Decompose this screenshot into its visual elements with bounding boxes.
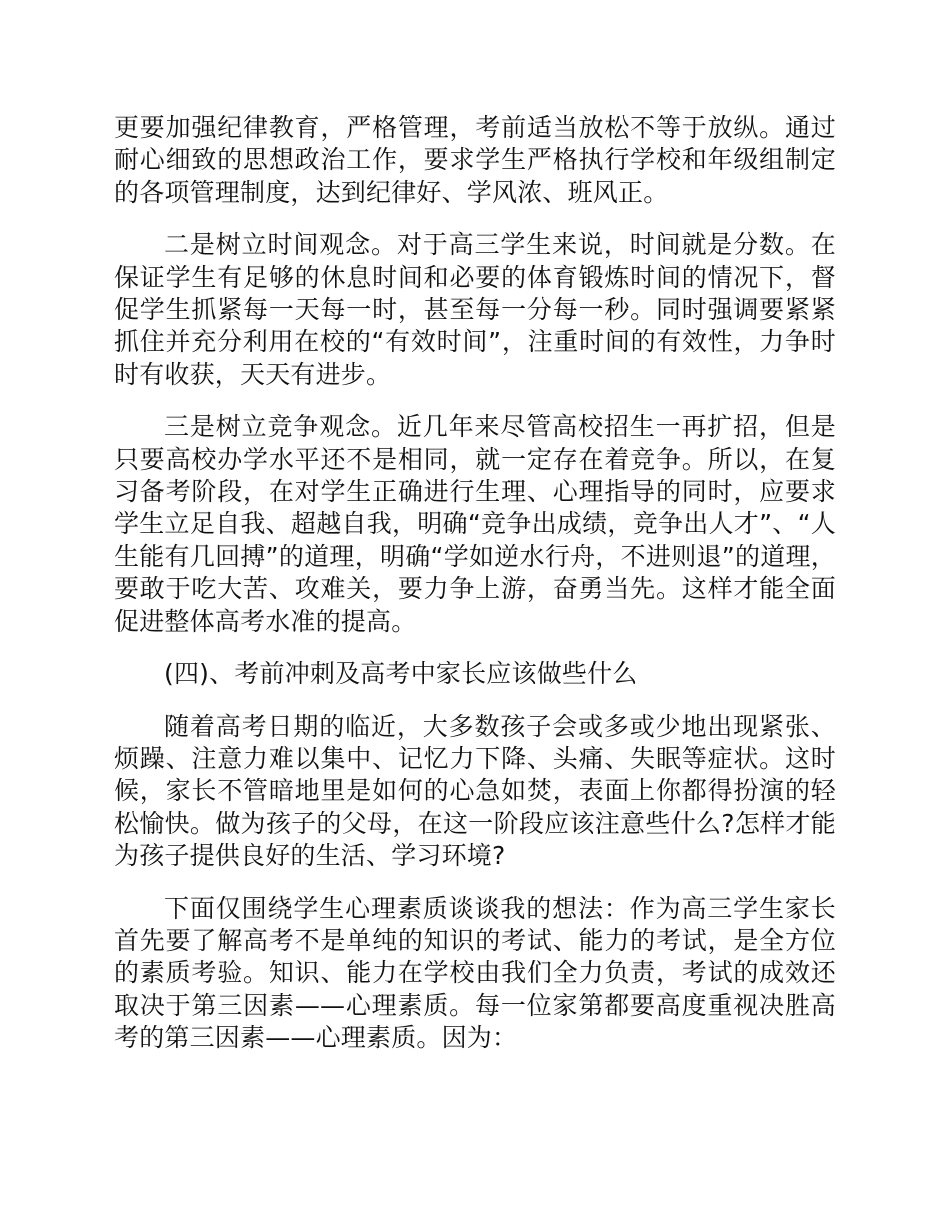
section-heading-parents: (四)、考前冲刺及高考中家长应该做些什么	[164, 659, 638, 689]
paragraph-time-concept: 二是树立时间观念。对于高三学生来说，时间就是分数。在保证学生有足够的休息时间和必要的体育锻炼时间的情况下，督促学生抓紧每一天每一时，甚至每一分每一秒。同时强调要紧紧抓住并充分利用在校的“有效时间”，注重时间的有效性，力争时时有收获，天天有进步。	[114, 230, 836, 389]
paragraph-exam-approach: 随着高考日期的临近，大多数孩子会或多或少地出现紧张、烦躁、注意力难以集中、记忆力下降、头痛、失眠等症状。这时候，家长不管暗地里是如何的心急如焚，表面上你都得扮演的轻松愉快。做为孩子的父母，在这一阶段应该注意些什么?怎样才能为孩子提供良好的生活、学习环境?	[114, 711, 836, 871]
paragraph-psychology: 下面仅围绕学生心理素质谈谈我的想法：作为高三学生家长首先要了解高考不是单纯的知识的考试、能力的考试，是全方位的素质考验。知识、能力在学校由我们全力负责，考试的成效还取决于第三因素——心理素质。每一位家第都要高度重视决胜高考的第三因素——心理素质。因为：	[114, 893, 836, 1053]
paragraph-competition-concept: 三是树立竞争观念。近几年来尽管高校招生一再扩招，但是只要高校办学水平还不是相同，就一定存在着竞争。所以，在复习备考阶段，在对学生正确进行生理、心理指导的同时，应要求学生立足自我、超越自我，明确“竞争出成绩，竞争出人才”、“人生能有几回搏”的道理，明确“学如逆水行舟，不进则退”的道理，要敢于吃大苦、攻难关，要力争上游，奋勇当先。这样才能全面促进整体高考水准的提高。	[114, 412, 836, 636]
paragraph-discipline: 更要加强纪律教育，严格管理，考前适当放松不等于放纵。通过耐心细致的思想政治工作，要求学生严格执行学校和年级组制定的各项管理制度，达到纪律好、学风浓、班风正。	[114, 113, 836, 207]
document-page	[114, 112, 836, 1075]
